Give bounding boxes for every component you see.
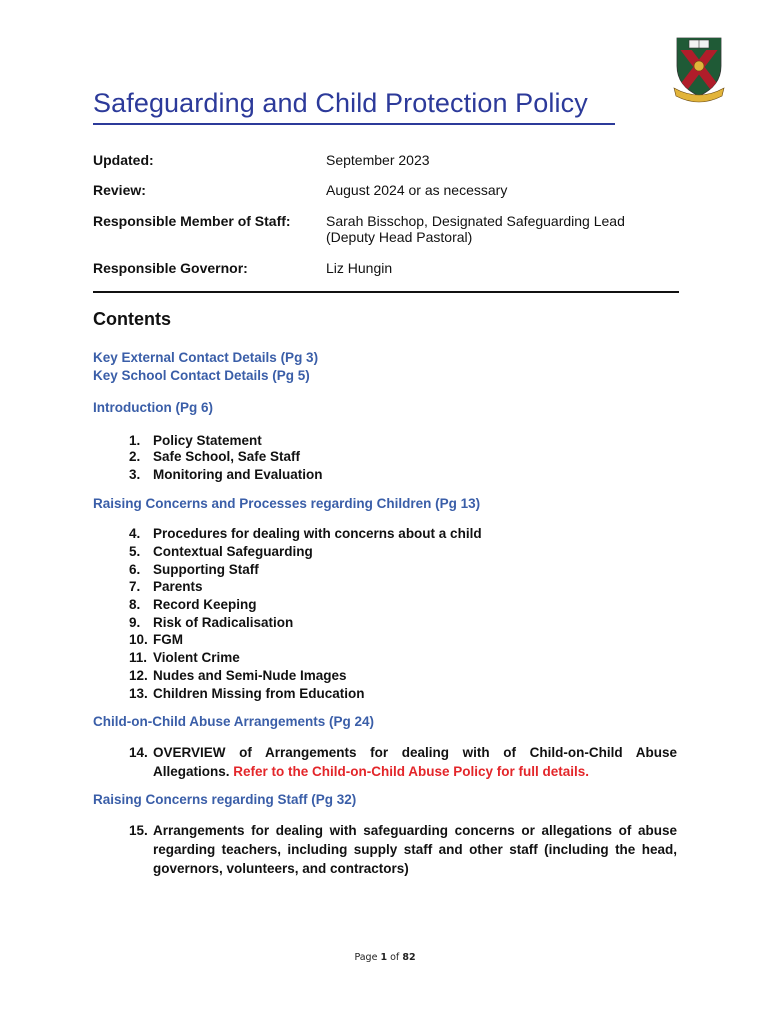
list-item: 8. Record Keeping bbox=[129, 597, 257, 612]
list-item: 7. Parents bbox=[129, 579, 203, 594]
list-item: 10. FGM bbox=[129, 632, 183, 647]
list-item: 1. Policy Statement bbox=[129, 433, 262, 448]
link-raising-concerns-children[interactable]: Raising Concerns and Processes regarding Children (Pg 13) bbox=[93, 496, 481, 511]
list-item: 5. Contextual Safeguarding bbox=[129, 544, 313, 559]
list-item-14: 14. OVERVIEW of Arrangements for dealing with of Child-on-Child Abuse Allegations. Refer to the Child-on-Child Abuse Policy for full details. bbox=[129, 745, 677, 779]
contents-heading: Contents bbox=[93, 309, 171, 329]
list-item: 9. Risk of Radicalisation bbox=[129, 615, 294, 630]
link-introduction[interactable]: Introduction (Pg 6) bbox=[93, 400, 213, 415]
refer-policy-note: Refer to the Child-on-Child Abuse Policy for full details. bbox=[233, 764, 590, 779]
link-raising-concerns-staff[interactable]: Raising Concerns regarding Staff (Pg 32) bbox=[93, 792, 357, 807]
meta-label-review: Review: bbox=[93, 182, 146, 198]
meta-value-review: August 2024 or as necessary bbox=[326, 182, 508, 198]
meta-label-responsible-governor: Responsible Governor: bbox=[93, 260, 248, 276]
list-item-15: 15. Arrangements for dealing with safeguarding concerns or allegations of abuse regarding teachers, including supply staff and other staff (including the head, governors, volunteers, and contractors) bbox=[129, 823, 677, 876]
list-item: 2. Safe School, Safe Staff bbox=[129, 449, 301, 464]
meta-value-responsible-staff: Sarah Bisschop, Designated Safeguarding Lead bbox=[326, 213, 625, 229]
list-item: 3. Monitoring and Evaluation bbox=[129, 467, 323, 482]
meta-label-responsible-staff: Responsible Member of Staff: bbox=[93, 213, 291, 229]
school-crest-icon bbox=[672, 36, 726, 104]
meta-value-updated: September 2023 bbox=[326, 152, 430, 168]
meta-value-responsible-staff-role: (Deputy Head Pastoral) bbox=[326, 229, 473, 245]
section-divider bbox=[93, 291, 679, 293]
list-item: 4. Procedures for dealing with concerns about a child bbox=[129, 526, 482, 541]
list-item: 12. Nudes and Semi-Nude Images bbox=[129, 668, 347, 683]
list-item: 6. Supporting Staff bbox=[129, 562, 259, 577]
list-item: 13. Children Missing from Education bbox=[129, 686, 365, 701]
document-title: Safeguarding and Child Protection Policy bbox=[93, 88, 588, 118]
meta-label-updated: Updated: bbox=[93, 152, 154, 168]
link-key-external-contacts[interactable]: Key External Contact Details (Pg 3) bbox=[93, 350, 319, 365]
link-key-school-contacts[interactable]: Key School Contact Details (Pg 5) bbox=[93, 368, 310, 383]
meta-value-responsible-governor: Liz Hungin bbox=[326, 260, 393, 276]
link-child-on-child-abuse[interactable]: Child-on-Child Abuse Arrangements (Pg 24) bbox=[93, 714, 375, 729]
page-footer: Page 1 of 82 bbox=[354, 952, 416, 963]
title-underline bbox=[93, 123, 615, 125]
list-item: 11. Violent Crime bbox=[129, 650, 240, 665]
